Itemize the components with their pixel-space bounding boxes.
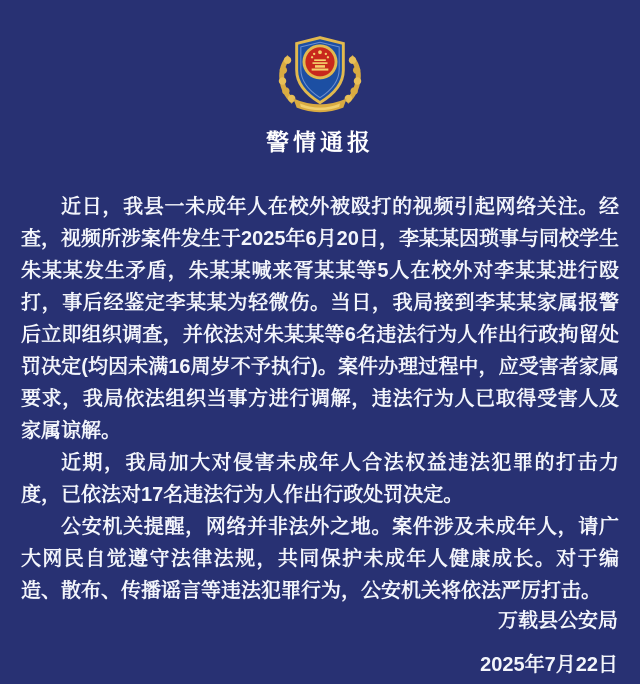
paragraph-reminder: 公安机关提醒，网络并非法外之地。案件涉及未成年人，请广大网民自觉遵守法律法规，共同保护未成年人健康成长。对于编造、散布、传播谣言等违法犯罪行为，公安机关将依法严厉打击。 (21, 516, 619, 602)
issue-date: 2025年7月22日 (480, 654, 618, 676)
signature-block (480, 604, 618, 677)
paragraph-enforcement: 近期，我局加大对侵害未成年人合法权益违法犯罪的打击力度，已依法对17名违法行为人作出行政处罚决定。 (21, 452, 619, 506)
paragraph-incident: 近日，我县一未成年人在校外被殴打的视频引起网络关注。经查，视频所涉案件发生于2025年6月20日，李某某因琐事与同校学生朱某某发生矛盾，朱某某喊来胥某某等5人在校外对李某某进行殴打，事后经鉴定李某某为轻微伤。当日，我局接到李某某家属报警后立即组织调查，并依法对朱某某等6名违法行为人作出行政拘留处罚决定(均因未满16周岁不予执行)。案件办理过程中，应受害者家属要求，我局依法组织当事方进行调解，违法行为人已取得受害人及家属谅解。 (21, 196, 619, 442)
notice-body (21, 191, 619, 607)
police-emblem-icon (0, 25, 640, 117)
issuing-agency: 万载县公安局 (498, 610, 618, 632)
notice-title: 警情通报 (266, 129, 374, 155)
